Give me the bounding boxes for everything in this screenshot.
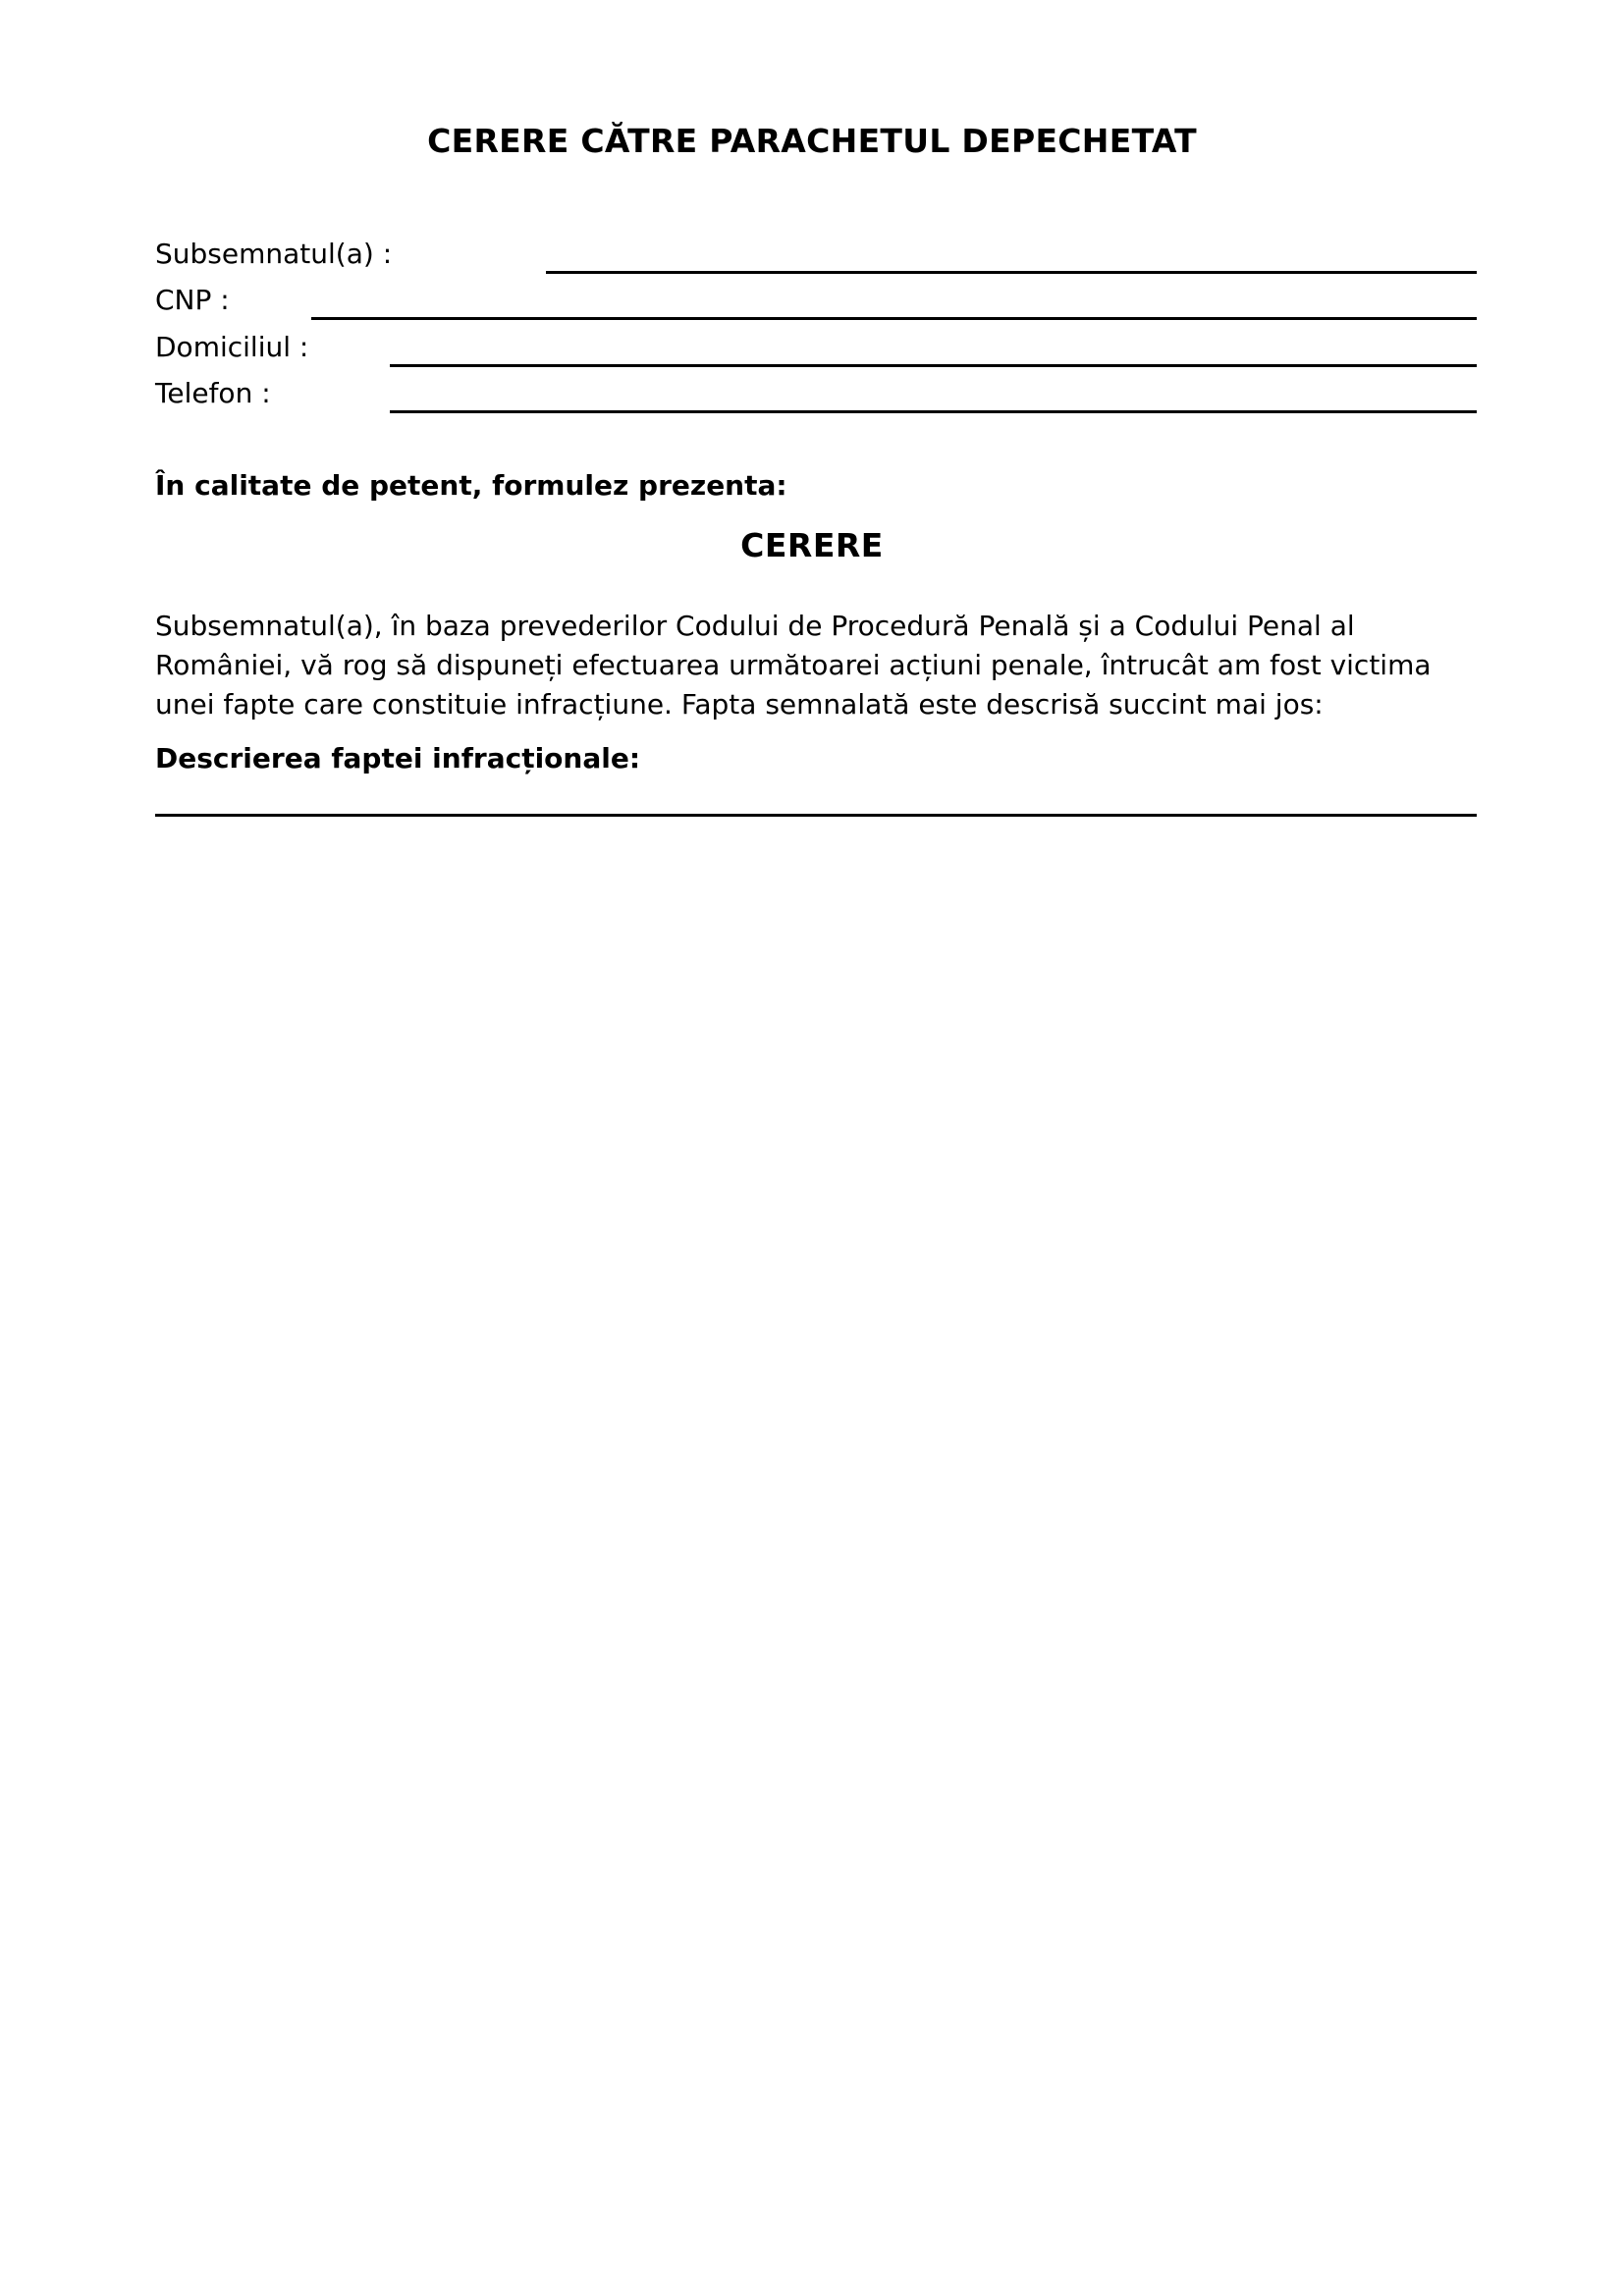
body-line: Subsemnatul(a), în baza prevederilor Codului de Procedură Penală și a Codului Penal al <box>155 610 1355 642</box>
field-label-telefon: Telefon : <box>155 377 271 409</box>
field-line-domiciliul[interactable] <box>390 364 1477 367</box>
request-subtitle: CERERE <box>740 526 884 564</box>
body-line: României, vă rog să dispuneți efectuarea următoarei acțiuni penale, întrucât am fost victima <box>155 649 1432 681</box>
body-line: unei fapte care constituie infracțiune. Fapta semnalată este descrisă succint mai jos: <box>155 688 1324 721</box>
description-label: Descrierea faptei infracționale: <box>155 742 641 774</box>
document-title: CERERE CĂTRE PARACHETUL DEPECHETAT <box>427 122 1197 160</box>
request-body-paragraph <box>155 607 1481 724</box>
field-label-cnp: CNP : <box>155 284 230 316</box>
petent-heading: În calitate de petent, formulez prezenta: <box>155 469 787 502</box>
field-line-cnp[interactable] <box>311 317 1477 320</box>
field-label-subsemnatul: Subsemnatul(a) : <box>155 238 393 270</box>
field-label-domiciliul: Domiciliul : <box>155 331 309 363</box>
field-line-subsemnatul[interactable] <box>546 271 1477 274</box>
description-line[interactable] <box>155 814 1477 817</box>
field-line-telefon[interactable] <box>390 410 1477 413</box>
